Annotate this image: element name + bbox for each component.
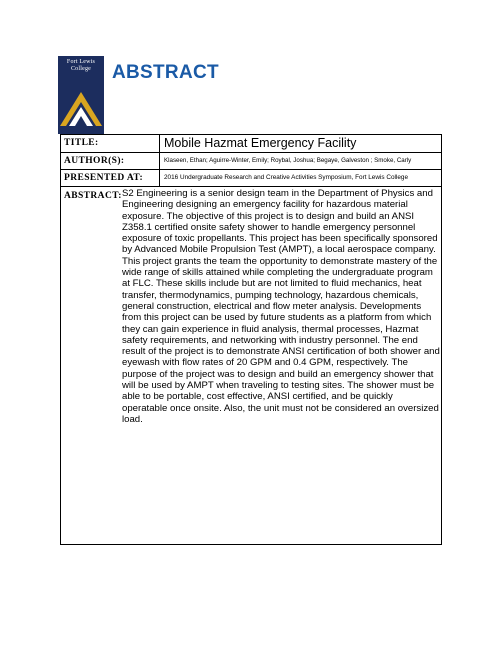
title-label: TITLE: bbox=[61, 135, 160, 152]
page-title: ABSTRACT bbox=[112, 62, 219, 83]
presented-label: PRESENTED AT: bbox=[61, 170, 160, 186]
authors-value: Klaseen, Ethan; Aguirre-Winter, Emily; Roybal, Joshua; Begaye, Galveston ; Smoke, Carly bbox=[164, 157, 412, 164]
college-logo bbox=[58, 56, 104, 134]
abstract-form bbox=[60, 134, 442, 545]
presented-row bbox=[61, 170, 441, 187]
title-value: Mobile Hazmat Emergency Facility bbox=[164, 136, 357, 150]
abstract-label: ABSTRACT: bbox=[64, 191, 122, 201]
logo-text-line2: College bbox=[70, 66, 92, 72]
presented-value: 2016 Undergraduate Research and Creative Activities Symposium, Fort Lewis College bbox=[164, 174, 409, 181]
title-row bbox=[61, 135, 441, 153]
logo-text bbox=[58, 59, 104, 73]
authors-label: AUTHOR(S): bbox=[61, 153, 160, 169]
authors-row bbox=[61, 153, 441, 170]
abstract-text: S2 Engineering is a senior design team in the Department of Physics and Engineering designing an emergency facility for hazardous material exposure. The objective of this project is to design and build an ANSI Z358.1 certified onsite safety shower to handle emergency personnel exposure of toxic propellants. This project has been specifically sponsored by Advanced Mobile Propulsion Test (AMPT), a local aerospace company. This project grants the team the opportunity to demonstrate mastery of the wide range of skills attained while completing the undergraduate program at FLC. These skills include but are not limited to fluid mechanics, heat transfer, thermodynamics, pumping technology, hazardous chemicals, general construction, electrical and flow meter analysis. Developments from this project can be used by future students as a platform from which they can gain experience in fluid analysis, thermal processes, Hazmat safety requirements, and networking with industry personnel. The end result of the project is to demonstrate ANSI certification of both shower and eyewash with flow rates of 20 GPM and 0.4 GPM, respectively. The purpose of the project was to design and build an emergency shower that will be used by AMPT when traveling to testing sites. The shower must be able to be portable, cost effective, ANSI certified, and be quickly operatable once onsite. Also, the unit must not be considered an oversized load. bbox=[122, 188, 440, 425]
logo-text-line1: Fort Lewis bbox=[66, 59, 96, 65]
